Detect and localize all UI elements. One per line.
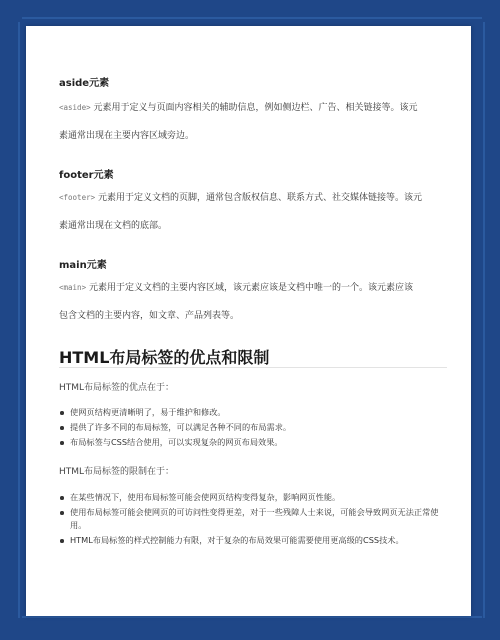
section-text-aside bbox=[59, 94, 454, 150]
inline-code: <aside> bbox=[59, 103, 91, 112]
text-fragment: 元素用于定义文档的主要内容区域，该元素应该是文档中唯一的一个。该元素应该 bbox=[86, 283, 413, 293]
inline-code: <footer> bbox=[59, 193, 96, 202]
list-item: 提供了许多不同的布局标签，可以满足各种不同的布局需求。 bbox=[59, 421, 454, 434]
section-heading-main: main元素 bbox=[59, 260, 107, 271]
cons-intro: HTML布局标签的限制在于： bbox=[59, 467, 175, 477]
pros-list bbox=[59, 406, 454, 451]
section-text-footer bbox=[59, 184, 454, 240]
list-item: 布局标签与CSS结合使用，可以实现复杂的网页布局效果。 bbox=[59, 436, 454, 449]
section-heading-footer: footer元素 bbox=[59, 170, 114, 181]
text-line bbox=[59, 184, 454, 212]
list-item: HTML布局标签的样式控制能力有限，对于复杂的布局效果可能需要使用更高级的CSS技术。 bbox=[59, 534, 454, 547]
inline-code: <main> bbox=[59, 283, 87, 292]
pros-intro: HTML布局标签的优点在于： bbox=[59, 383, 175, 393]
cons-list bbox=[59, 491, 454, 549]
text-line: 素通常出现在主要内容区域旁边。 bbox=[59, 131, 195, 141]
frame-line-bottom bbox=[22, 616, 482, 618]
frame-line-top bbox=[22, 17, 482, 19]
text-line: 素通常出现在文档的底部。 bbox=[59, 221, 168, 231]
list-item: 使用布局标签可能会使网页的可访问性变得更差，对于一些残障人士来说，可能会导致网页无法正常使用。 bbox=[59, 506, 454, 532]
section-title: HTML布局标签的优点和限制 bbox=[59, 348, 270, 367]
list-item: 使网页结构更清晰明了，易于维护和修改。 bbox=[59, 406, 454, 419]
document-page bbox=[26, 26, 471, 616]
text-fragment: 元素用于定义文档的页脚，通常包含版权信息、联系方式、社交媒体链接等。该元 bbox=[95, 193, 422, 203]
section-text-main bbox=[59, 274, 454, 330]
text-line bbox=[59, 94, 454, 122]
text-line bbox=[59, 274, 454, 302]
text-fragment: 元素用于定义与页面内容相关的辅助信息，例如侧边栏、广告、相关链接等。该元 bbox=[90, 103, 418, 113]
section-heading-aside: aside元素 bbox=[59, 78, 110, 89]
text-line: 包含文档的主要内容，如文章、产品列表等。 bbox=[59, 311, 240, 321]
frame-line-left bbox=[18, 22, 20, 618]
title-divider bbox=[59, 367, 447, 368]
list-item: 在某些情况下，使用布局标签可能会使网页结构变得复杂，影响网页性能。 bbox=[59, 491, 454, 504]
frame-line-right bbox=[483, 22, 485, 618]
